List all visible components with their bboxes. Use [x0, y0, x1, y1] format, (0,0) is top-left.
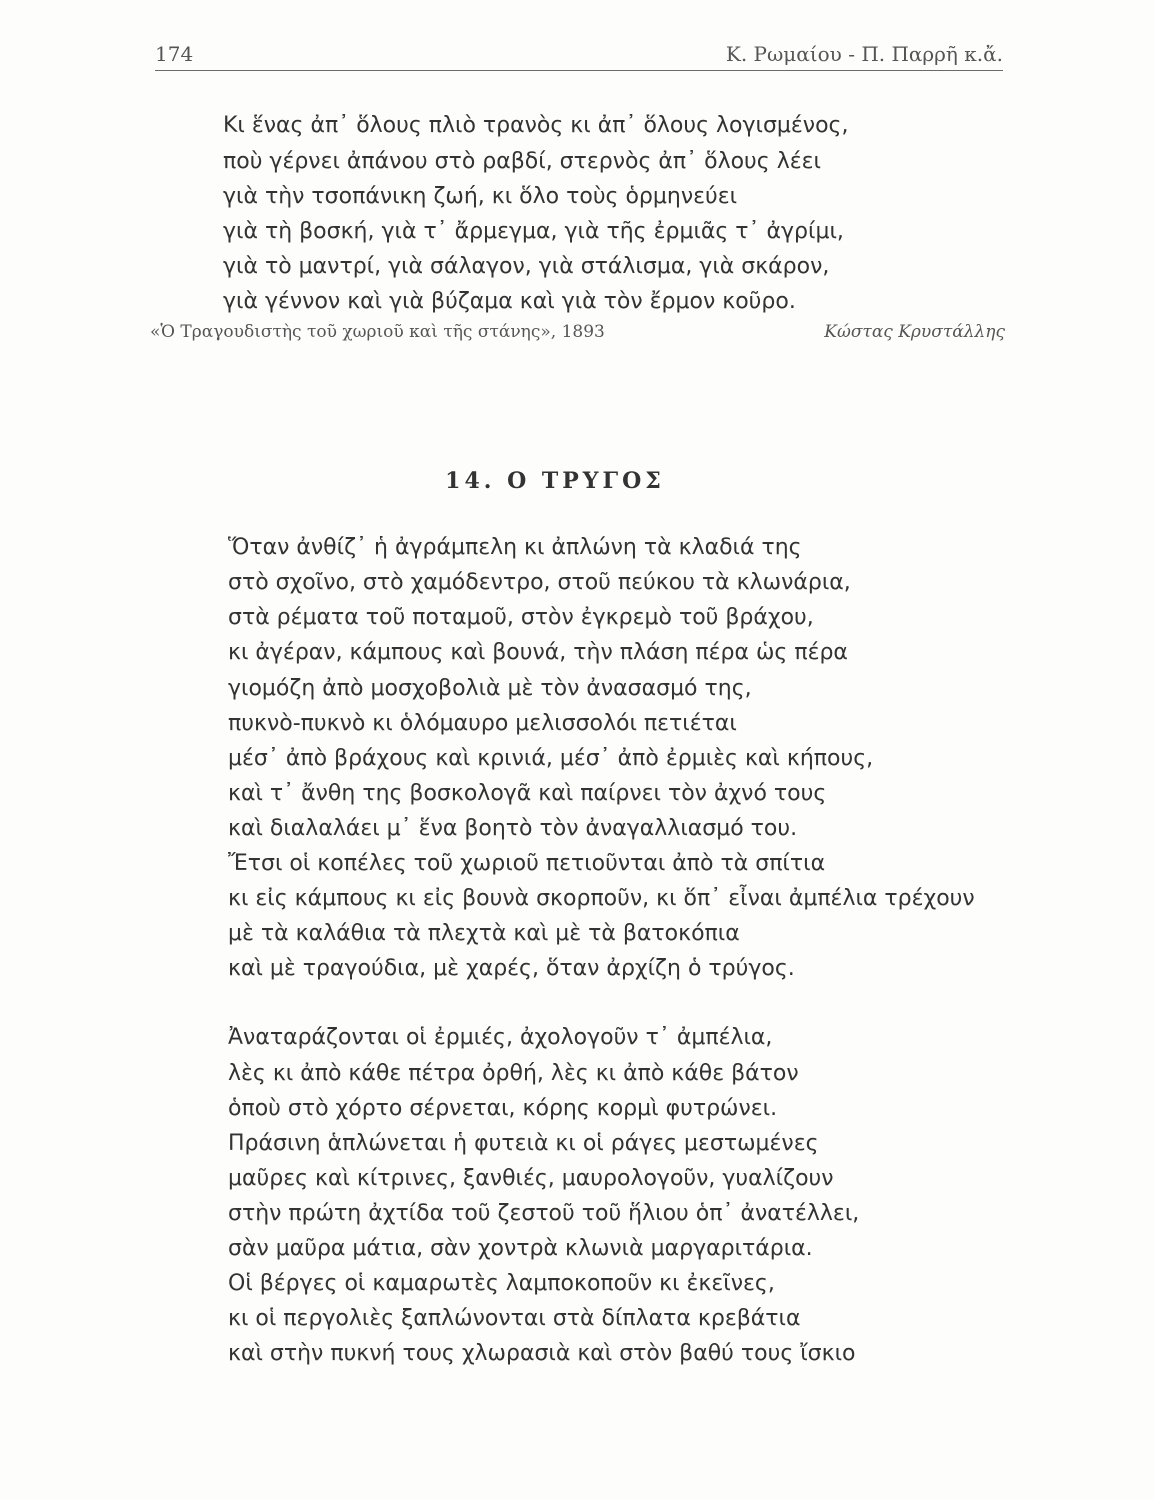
- page-number: 174: [155, 42, 194, 66]
- poem-line: μὲ τὰ καλάθια τὰ πλεχτὰ καὶ μὲ τὰ βατοκόπια: [228, 921, 740, 946]
- poem-line: καὶ διαλαλάει μ᾽ ἕνα βοητὸ τὸν ἀναγαλλιασμό του.: [228, 816, 798, 841]
- running-title: Κ. Ρωμαίου - Π. Παρρῆ κ.ἄ.: [725, 42, 1003, 66]
- poem-line: ὁποὺ στὸ χόρτο σέρνεται, κόρης κορμὶ φυτρώνει.: [228, 1096, 778, 1121]
- attribution-source: «Ὁ Τραγουδιστὴς τοῦ χωριοῦ καὶ τῆς στάνης», 1893: [150, 322, 605, 342]
- poem-line: μέσ᾽ ἀπὸ βράχους καὶ κρινιά, μέσ᾽ ἀπὸ ἐρμιὲς καὶ κήπους,: [228, 746, 874, 771]
- poem-line: γιὰ γέννον καὶ γιὰ βύζαμα καὶ γιὰ τὸν ἔρμον κοῦρο.: [223, 289, 796, 314]
- poem-line: γιὰ τὴν τσοπάνικη ζωή, κι ὅλο τοὺς ὁρμηνεύει: [223, 184, 738, 209]
- attribution-author: Κώστας Κρυστάλλης: [824, 322, 1005, 342]
- poem-line: κι οἱ περγολιὲς ξαπλώνονται στὰ δίπλατα κρεβάτια: [228, 1306, 801, 1331]
- poem-line: καὶ στὴν πυκνή τους χλωρασιὰ καὶ στὸν βαθύ τους ἴσκιο: [228, 1341, 856, 1366]
- poem-line: ποὺ γέρνει ἀπάνου στὸ ραβδί, στερνὸς ἀπ᾽ ὅλους λέει: [223, 149, 821, 174]
- poem-line: Οἱ βέργες οἱ καμαρωτὲς λαμποκοποῦν κι ἐκεῖνες,: [228, 1271, 775, 1296]
- poem-line: Ἔτσι οἱ κοπέλες τοῦ χωριοῦ πετιοῦνται ἀπὸ τὰ σπίτια: [228, 851, 826, 876]
- poem-line: κι ἀγέραν, κάμπους καὶ βουνά, τὴν πλάση πέρα ὡς πέρα: [228, 640, 848, 665]
- section-heading: 14. Ο ΤΡΥΓΟΣ: [445, 468, 665, 494]
- poem-line: καὶ μὲ τραγούδια, μὲ χαρές, ὅταν ἀρχίζη ὁ τρύγος.: [228, 956, 795, 981]
- poem-line: πυκνὸ-πυκνὸ κι ὁλόμαυρο μελισσολόι πετιέται: [228, 711, 737, 736]
- attribution: [150, 322, 1005, 350]
- poem-line: γιομόζη ἀπὸ μοσχοβολιὰ μὲ τὸν ἀνασασμό της,: [228, 676, 752, 701]
- poem-line: στὴν πρώτη ἀχτίδα τοῦ ζεστοῦ τοῦ ἥλιου ὁπ᾽ ἀνατέλλει,: [228, 1201, 860, 1226]
- poem-line: κι εἰς κάμπους κι εἰς βουνὰ σκορποῦν, κι ὅπ᾽ εἶναι ἀμπέλια τρέχουν: [228, 886, 975, 911]
- poem-line: Κι ἕνας ἀπ᾽ ὅλους πλιὸ τρανὸς κι ἀπ᾽ ὅλους λογισμένος,: [223, 113, 849, 138]
- poem-line: Πράσινη ἁπλώνεται ἡ φυτειὰ κι οἱ ράγες μεστωμένες: [228, 1131, 819, 1156]
- poem-line: στὰ ρέματα τοῦ ποταμοῦ, στὸν ἐγκρεμὸ τοῦ βράχου,: [228, 605, 814, 630]
- poem-line: Ὅταν ἀνθίζ᾽ ἡ ἀγράμπελη κι ἀπλώνη τὰ κλαδιά της: [228, 535, 802, 560]
- poem-line: γιὰ τὸ μαντρί, γιὰ σάλαγον, γιὰ στάλισμα, γιὰ σκάρον,: [223, 254, 830, 279]
- poem-line: μαῦρες καὶ κίτρινες, ξανθιές, μαυρολογοῦν, γυαλίζουν: [228, 1166, 834, 1191]
- poem-line: λὲς κι ἀπὸ κάθε πέτρα ὀρθή, λὲς κι ἀπὸ κάθε βάτον: [228, 1061, 799, 1086]
- poem-line: καὶ τ᾽ ἄνθη της βοσκολογᾶ καὶ παίρνει τὸν ἀχνό τους: [228, 781, 827, 806]
- poem-line: στὸ σχοῖνο, στὸ χαμόδεντρο, στοῦ πεύκου τὰ κλωνάρια,: [228, 570, 851, 595]
- running-head: [155, 40, 1003, 71]
- poem-line: σὰν μαῦρα μάτια, σὰν χοντρὰ κλωνιὰ μαργαριτάρια.: [228, 1236, 813, 1261]
- poem-line: Ἀναταράζονται οἱ ἐρμιές, ἀχολογοῦν τ᾽ ἀμπέλια,: [228, 1025, 773, 1050]
- poem-line: γιὰ τὴ βοσκή, γιὰ τ᾽ ἄρμεγμα, γιὰ τῆς ἐρμιᾶς τ᾽ ἀγρίμι,: [223, 219, 844, 244]
